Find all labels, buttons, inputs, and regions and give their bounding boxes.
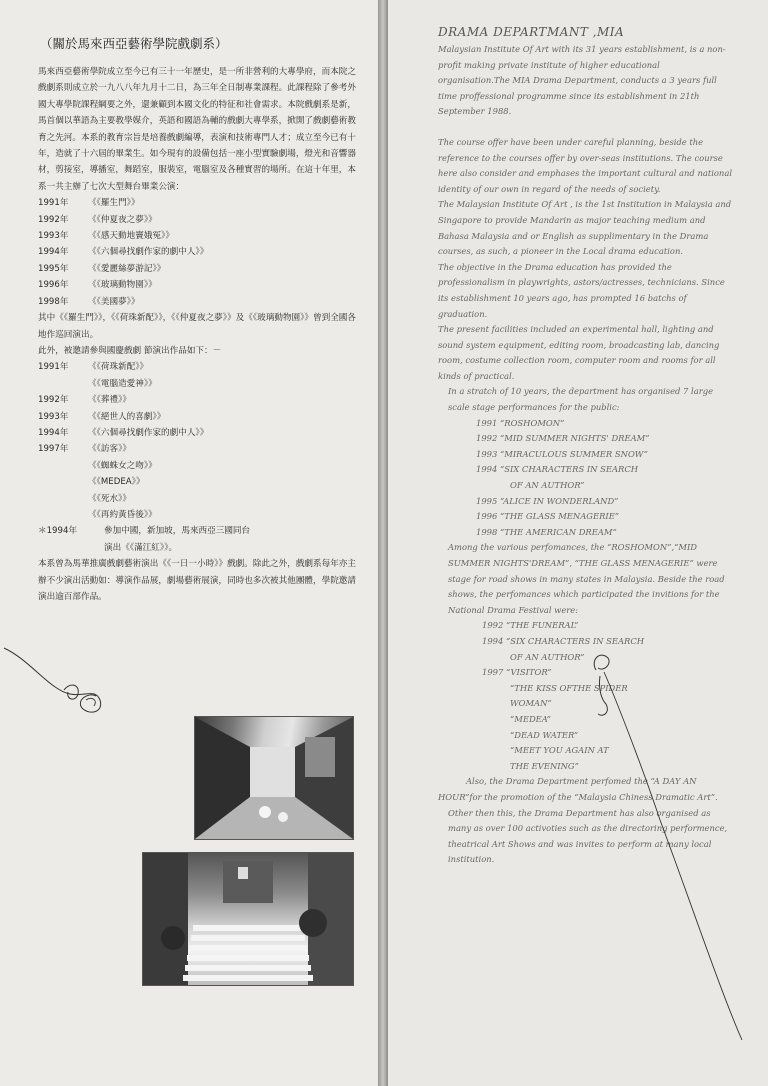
- english-page-title: DRAMA DEPARTMANT ,MIA: [438, 25, 625, 39]
- chinese-intro-paragraph: 馬來西亞藝術學院成立至今已有三十一年歷史，是一所非營利的大專學府，而本院之戲劇系則成立於一九八八年九月十二日，為三年全日制專業課程。此課程除了參考外國大專學院課程綱要之外，還兼顧到本國文化的特征和社會需求。本院戲劇系是新，馬首個以華語為主要教學媒介，英語和國語為輔的戲劇大專學系，掀開了戲劇藝術教育之先河。本系的教育宗旨是培養戲劇編導，表演和技術專門人才；成立至今已有十年，造就了十六屆的畢業生。如今現有的設備包括一座小型實驗劇場，燈光和音響器材，剪接室，導播室，舞蹈室，服裝室，電腦室及各種實習的場所。在這十年里，本系一共主辦了七次大型舞台畢業公演：: [38, 67, 356, 192]
- corridor-photo: [194, 716, 354, 840]
- page-gutter: [378, 0, 388, 1086]
- english-paragraph: The present facilities included an experimental hall, lighting and sound system equipment, editing room, broadcasting lab, dancing room, costume collection room, computer room and rooms for all kinds of practical.: [438, 324, 720, 381]
- list-item: 《《死水》》: [88, 493, 131, 504]
- list-item: “MEDEA”: [510, 713, 551, 724]
- list-item: 1994年 《《六個尋找劇作家的劇中人》》: [38, 247, 209, 258]
- english-paragraph: The Malaysian Institute Of Art , is the 1st Institution in Malaysia and Singapore to provide Mandarin as major teaching medium and Bahasa Malaysia and or English as supplimentary in the Drama courses, as such, a pioneer in the Local drama education.: [438, 199, 732, 257]
- english-paragraph: The objective in the Drama education has provided the professionalism in playwrights, astors/actresses, technicians. Since its establishment 10 years ago, has prompted 16 batchs of graduation.: [438, 261, 725, 319]
- list-item: OF AN AUTHOR”: [510, 651, 585, 662]
- list-item: 1992年 《《仲夏夜之夢》》: [38, 214, 157, 225]
- graduation-performance-list: [38, 195, 356, 310]
- list-item: 1992 “MID SUMMER NIGHTS' DREAM”: [476, 433, 650, 444]
- note-1994: [38, 523, 356, 539]
- list-item: 《《MEDEA》》: [88, 477, 145, 488]
- list-item: 《《再約黃昏後》》: [88, 509, 157, 520]
- road-show-paragraph: 其中《《羅生門》》，《《荷珠新配》》，《《仲夏夜之夢》》及《《玻璃動物園》》曾到全國各地作巡回演出。: [38, 313, 356, 340]
- list-item: 1993年 《《感天動地竇娥冤》》: [38, 231, 174, 242]
- english-paragraph: Among the various perfomances, the “ROSHOMON”,“MID SUMMER NIGHTS'DREAM”, “THE GLASS MENAGERIE” were stage for road shows in many states in Malaysia. Beside the road shows, the perfomances which participated the invitions for the National Drama Festival were:: [448, 542, 725, 615]
- english-paragraph: Also, the Drama Department perfomed the “A DAY AN HOUR”for the promotion of the “Malaysia Chiness Dramatic Art”.: [438, 776, 718, 802]
- english-paragraph: In a stratch of 10 years, the department has organised 7 large scale stage performances for the public:: [448, 386, 714, 413]
- festival-intro: 此外，被邀請參與國慶戲劇 節演出作品如下：－: [38, 345, 222, 356]
- list-item: THE EVENING”: [510, 760, 579, 771]
- note-label: ＊1994年: [38, 526, 78, 537]
- list-item: 1991年 《《荷珠新配》》: [38, 362, 149, 373]
- english-body: [438, 42, 734, 868]
- note-text: 演出《《滿江紅》》。: [104, 542, 178, 553]
- list-item: “DEAD WATER”: [510, 729, 579, 740]
- list-item: OF AN AUTHOR”: [510, 480, 585, 491]
- list-item: “MEET YOU AGAIN AT: [510, 745, 609, 756]
- list-item: 1995年 《《愛麗絲夢游記》》: [38, 263, 166, 274]
- list-item: 1991年 《《羅生門》》: [38, 198, 140, 209]
- chinese-page-title: （關於馬來西亞藝術學院戲劇系）: [40, 36, 228, 51]
- list-item: 《《電腦造愛神》》: [88, 378, 157, 389]
- list-item: 1998 “THE AMERICAN DREAM”: [476, 526, 617, 537]
- list-item: 1998年 《《美國夢》》: [38, 296, 140, 307]
- list-item: 1994年 《《六個尋找劇作家的劇中人》》: [38, 427, 209, 438]
- list-item: 1997年 《《訪客》》: [38, 444, 131, 455]
- english-paragraph: The course offer have been under careful planning, beside the reference to the courses offer by over-seas institutions. The course here also consider and emphases the important cultural and national identity of our own in regard of the needs of society.: [438, 136, 732, 194]
- list-item: 1993 “MIRACULOUS SUMMER SNOW”: [476, 448, 648, 459]
- list-item: 1994 “SIX CHARACTERS IN SEARCH: [476, 464, 639, 475]
- list-item: 1997 “VISITOR”: [482, 667, 552, 678]
- note-text: 參加中國，新加坡，馬來西亞三國同台: [104, 526, 251, 537]
- left-page-chinese: [0, 0, 378, 1086]
- list-item: 《《蜘蛛女之吻》》: [88, 460, 157, 471]
- chinese-closing-paragraph: 本系曾為馬華推廣戲劇藝術演出《《一日一小時》》戲劇。除此之外，戲劇系每年亦主辦不少演出活動如：導演作品展，劇場藝術展演，同時也多次被其他團體，學院邀請演出逾百部作品。: [38, 559, 356, 602]
- list-item: 1996年 《《玻璃動物園》》: [38, 280, 157, 291]
- list-item: 1992 “THE FUNERAL”: [482, 620, 579, 631]
- list-item: 1994 “SIX CHARACTERS IN SEARCH: [482, 635, 645, 646]
- list-item: 1991 “ROSHOMON”: [476, 417, 565, 428]
- chinese-body: [38, 64, 356, 605]
- staircase-photo: [142, 852, 354, 986]
- festival-performance-list: [38, 359, 356, 523]
- english-paragraph: Malaysian Institute Of Art with its 31 years establishment, is a non-profit making private institute of higher educational organisation.The MIA Drama Department, conducts a 3 years full time proffessional programme since its establishment in 21th September 1988.: [438, 44, 726, 117]
- list-item: “THE KISS OFTHE SPIDER: [510, 682, 628, 693]
- list-item: 1996 “THE GLASS MENAGERIE”: [476, 511, 620, 522]
- list-item: 1995 “ALICE IN WONDERLAND”: [476, 495, 619, 506]
- list-item: 1992年 《《葬禮》》: [38, 395, 131, 406]
- list-item: WOMAN”: [510, 698, 552, 709]
- english-paragraph: Other then this, the Drama Department has also organised as many as over 100 activoties such as the directoring performence, theatrical Art Shows and was invites to perform at many local institution.: [448, 807, 728, 865]
- note-1994-cont: [38, 540, 356, 556]
- list-item: 1993年 《《絕世人的喜劇》》: [38, 411, 166, 422]
